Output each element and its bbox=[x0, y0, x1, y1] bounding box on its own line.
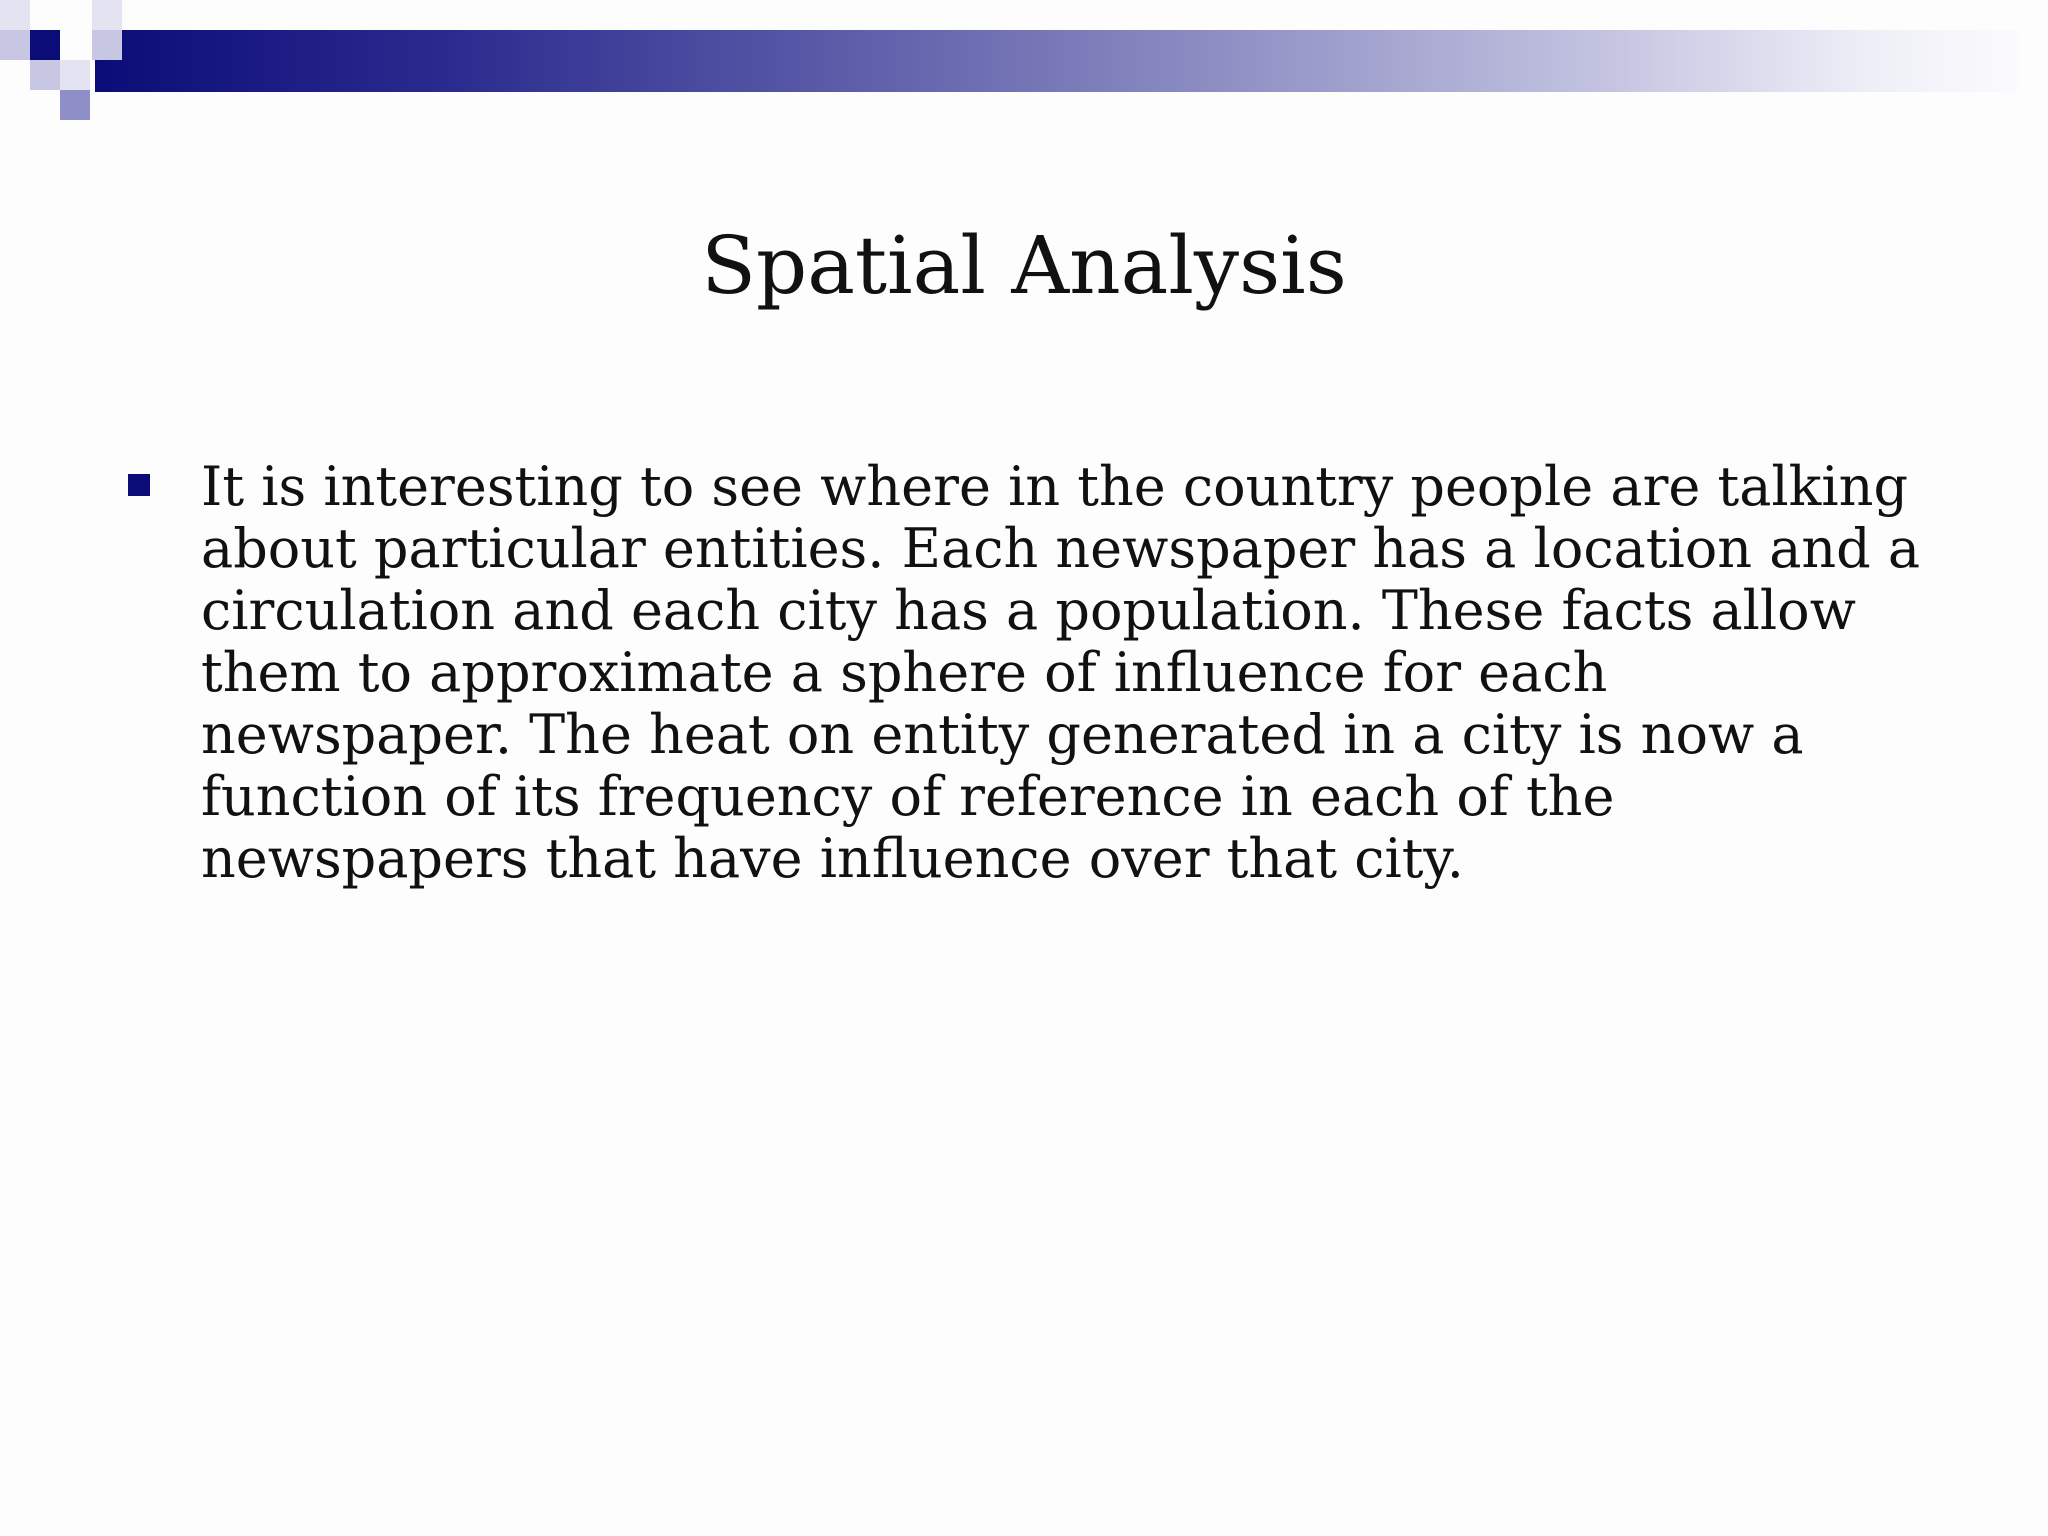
bullet-text: It is interesting to see where in the country people are talking about particular entities. Each newspaper has a location and a circulation and each city has a population. These facts allow them to approximate a sphere of influence for each newspaper. The heat on entity generated in a city is now a function of its frequency of reference in each of the newspapers that have influence over that city. bbox=[201, 455, 1921, 890]
decor-square bbox=[30, 60, 60, 90]
square-bullet-icon bbox=[128, 474, 150, 496]
decor-square bbox=[0, 30, 30, 60]
decor-square bbox=[30, 30, 60, 60]
header-gradient-band bbox=[95, 30, 2020, 92]
bullet-list bbox=[126, 456, 1926, 890]
decor-square bbox=[60, 60, 90, 90]
decor-square bbox=[92, 0, 122, 30]
decor-square bbox=[92, 30, 122, 60]
bullet-item bbox=[126, 456, 1926, 890]
decor-square bbox=[0, 0, 30, 30]
decor-square bbox=[60, 90, 90, 120]
slide-title: Spatial Analysis bbox=[701, 219, 1347, 312]
